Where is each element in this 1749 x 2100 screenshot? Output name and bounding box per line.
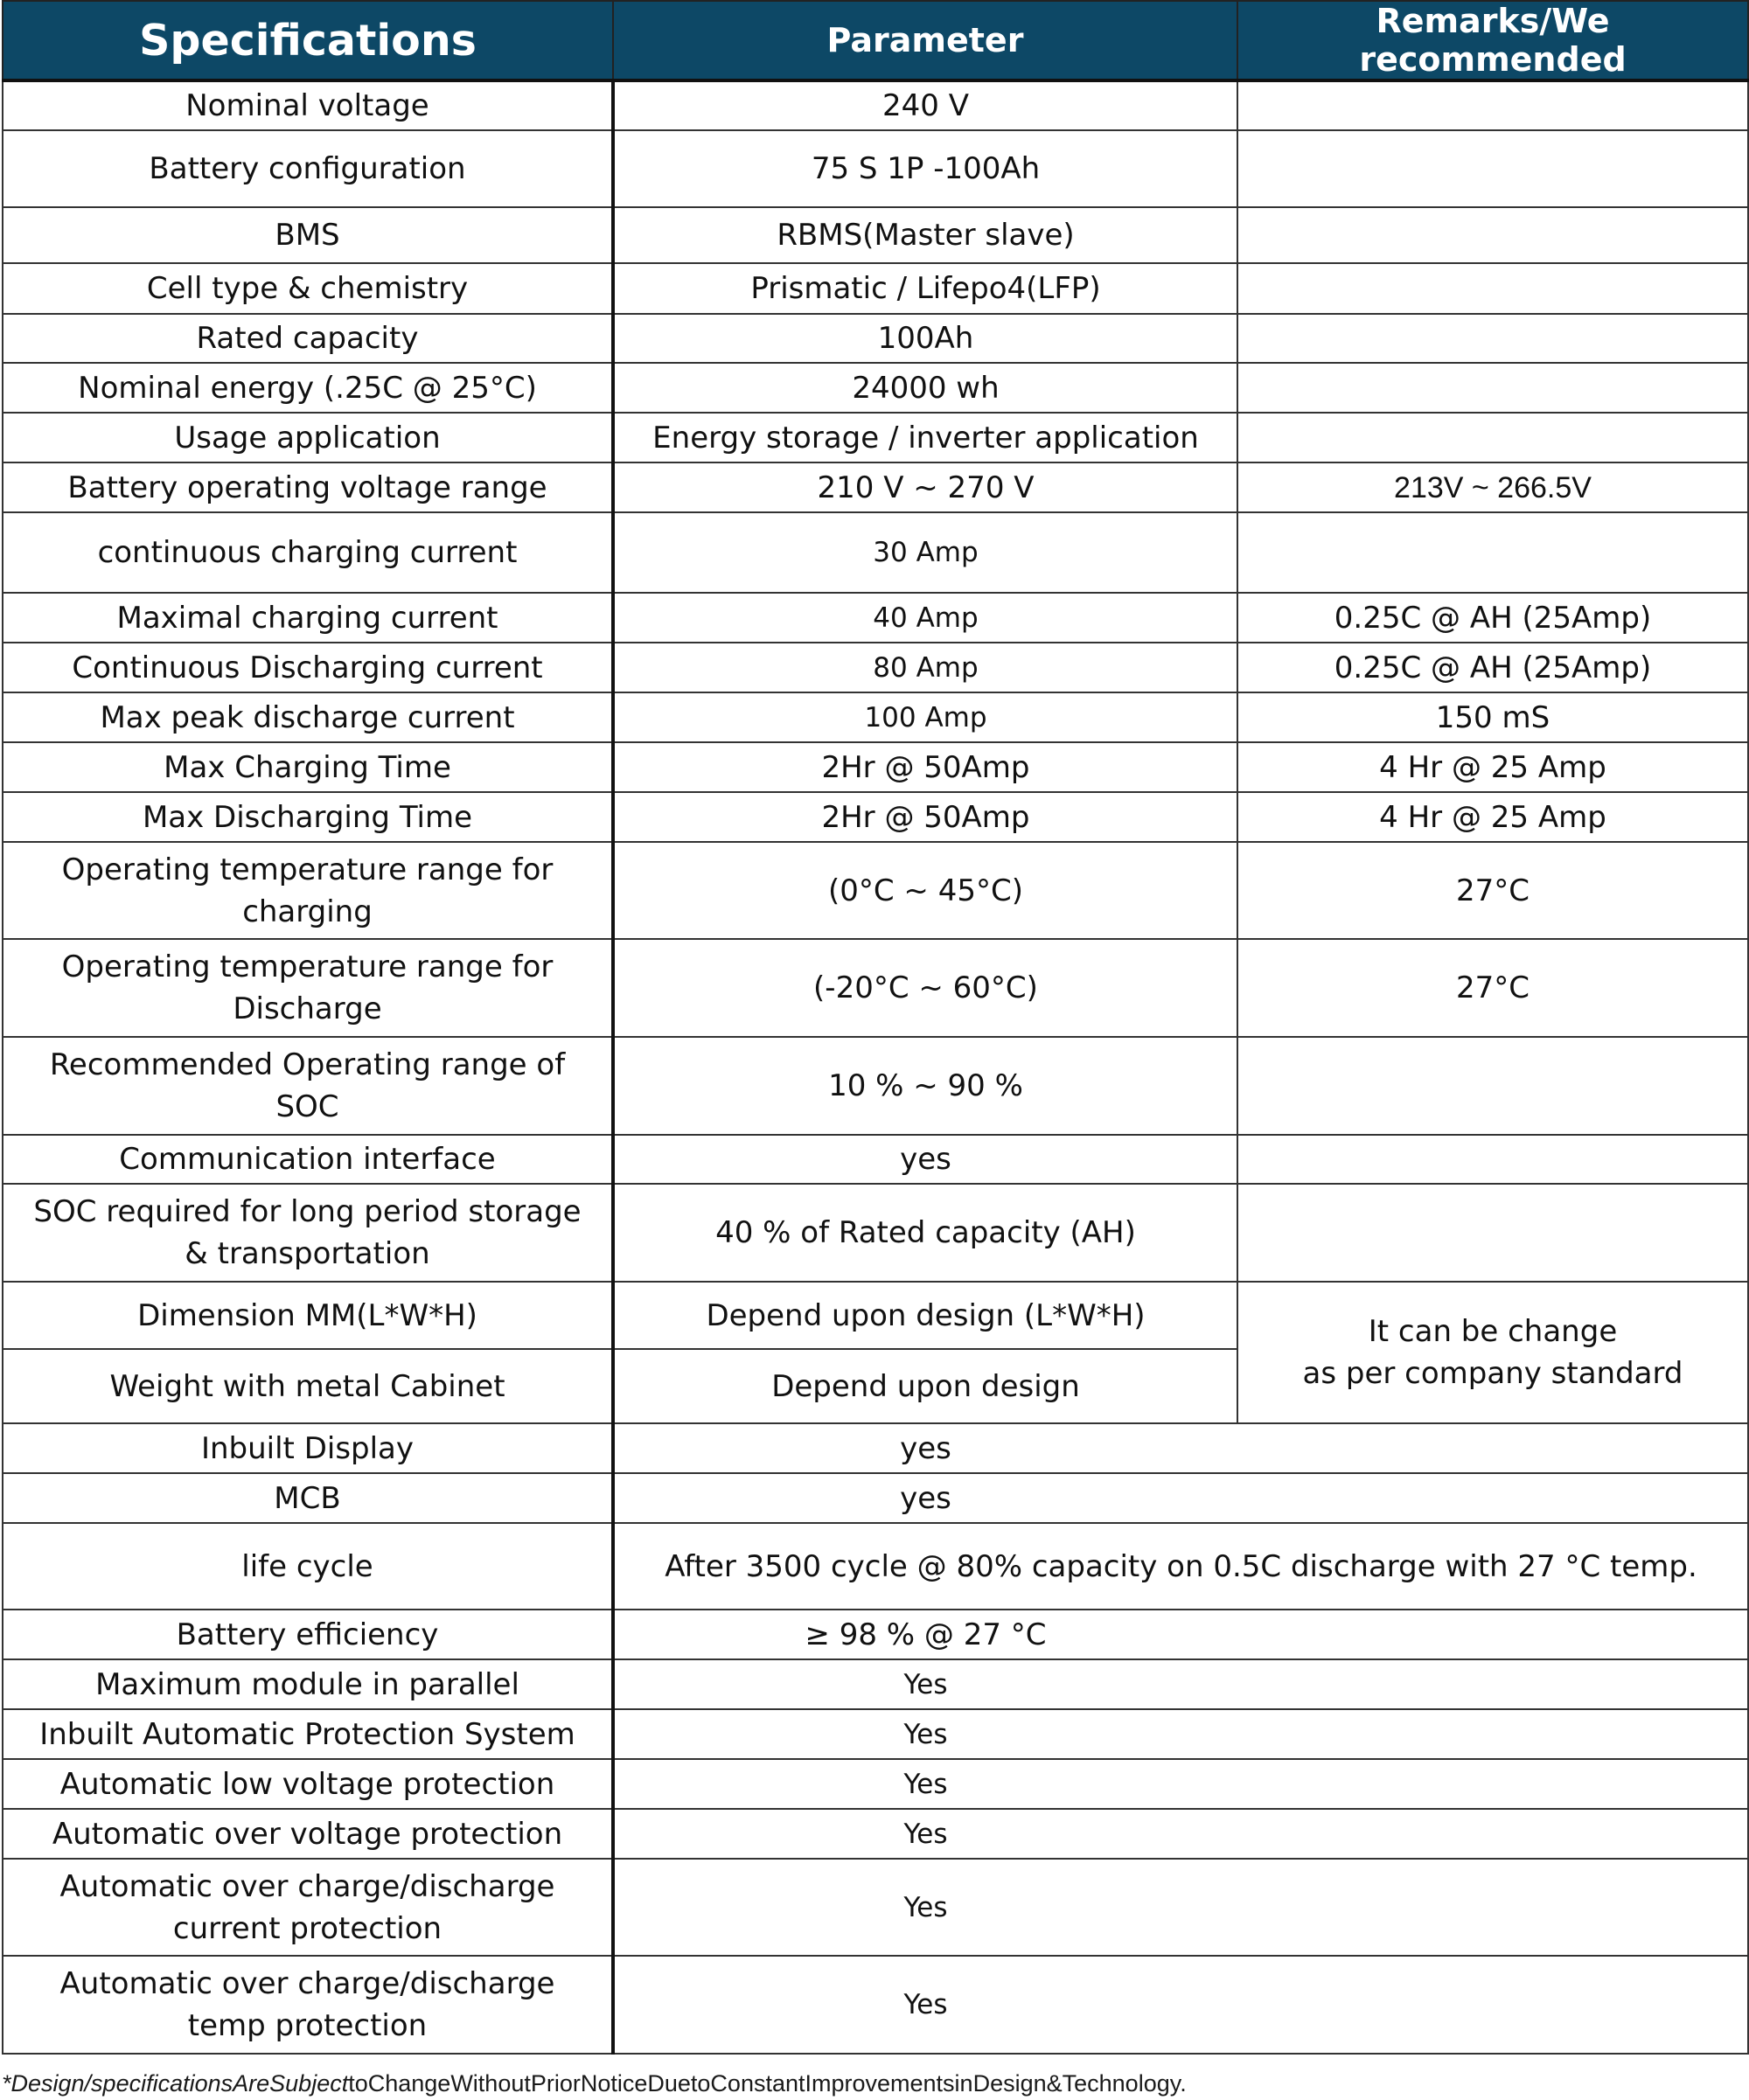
spec-line: SOC required for long period storage — [33, 1194, 582, 1229]
table-row — [3, 413, 1748, 462]
spec-cell — [3, 1037, 613, 1135]
table-row — [3, 462, 1748, 512]
table-row — [3, 692, 1748, 742]
table-row — [3, 742, 1748, 792]
remark-cell — [1237, 1282, 1748, 1423]
spec-cell: Rated capacity — [3, 314, 613, 363]
spec-line: Operating temperature range for — [61, 852, 554, 887]
param-cell: Yes — [613, 1709, 1748, 1759]
spec-cell: MCB — [3, 1473, 613, 1523]
param-cell: 30 Amp — [613, 512, 1237, 593]
spec-cell — [3, 939, 613, 1037]
spec-cell: Usage application — [3, 413, 613, 462]
spec-cell — [3, 842, 613, 939]
table-row — [3, 1659, 1748, 1709]
param-cell: (-20°C ~ 60°C) — [613, 939, 1237, 1037]
remark-cell — [1237, 207, 1748, 263]
remark-cell — [1237, 1135, 1748, 1184]
table-row — [3, 643, 1748, 692]
param-cell: After 3500 cycle @ 80% capacity on 0.5C discharge with 27 °C temp. — [613, 1523, 1748, 1610]
remark-cell: 4 Hr @ 25 Amp — [1237, 792, 1748, 842]
param-cell: Prismatic / Lifepo4(LFP) — [613, 263, 1237, 314]
param-cell: 100Ah — [613, 314, 1237, 363]
spec-cell: Nominal voltage — [3, 80, 613, 130]
remark-cell — [1237, 363, 1748, 413]
spec-cell: life cycle — [3, 1523, 613, 1610]
spec-cell — [3, 1184, 613, 1282]
spec-cell — [3, 1956, 613, 2054]
remark-cell — [1237, 413, 1748, 462]
spec-cell: Automatic over voltage protection — [3, 1809, 613, 1859]
table-row — [3, 1709, 1748, 1759]
param-cell: yes — [613, 1135, 1237, 1184]
table-row — [3, 1184, 1748, 1282]
spec-line: Discharge — [233, 991, 382, 1026]
spec-cell: Dimension MM(L*W*H) — [3, 1282, 613, 1349]
remark-cell: 27°C — [1237, 842, 1748, 939]
spec-cell: Battery efficiency — [3, 1610, 613, 1659]
table-row — [3, 1610, 1748, 1659]
param-cell: yes — [613, 1423, 1748, 1473]
remark-cell: 0.25C @ AH (25Amp) — [1237, 643, 1748, 692]
spec-line: current protection — [172, 1910, 442, 1946]
remark-cell — [1237, 80, 1748, 130]
spec-cell: Battery configuration — [3, 130, 613, 207]
remark-line: as per company standard — [1302, 1356, 1683, 1391]
spec-cell: Nominal energy (.25C @ 25°C) — [3, 363, 613, 413]
spec-cell: Maximum module in parallel — [3, 1659, 613, 1709]
remark-cell — [1237, 263, 1748, 314]
param-cell: 24000 wh — [613, 363, 1237, 413]
param-cell: RBMS(Master slave) — [613, 207, 1237, 263]
spec-cell: Inbuilt Automatic Protection System — [3, 1709, 613, 1759]
param-cell: Yes — [613, 1809, 1748, 1859]
param-cell: 100 Amp — [613, 692, 1237, 742]
table-row — [3, 593, 1748, 643]
param-cell: Energy storage / inverter application — [613, 413, 1237, 462]
remark-cell: 0.25C @ AH (25Amp) — [1237, 593, 1748, 643]
table-row — [3, 1759, 1748, 1809]
param-cell: ≥ 98 % @ 27 °C — [613, 1610, 1748, 1659]
footnote — [2, 2070, 1187, 2097]
table-row — [3, 1859, 1748, 1956]
spec-cell: Maximal charging current — [3, 593, 613, 643]
remark-cell — [1237, 130, 1748, 207]
spec-cell — [3, 1859, 613, 1956]
param-cell: (0°C ~ 45°C) — [613, 842, 1237, 939]
param-cell: 40 Amp — [613, 593, 1237, 643]
param-cell: Depend upon design (L*W*H) — [613, 1282, 1237, 1349]
spec-line: temp protection — [187, 2008, 428, 2043]
spec-cell: Battery operating voltage range — [3, 462, 613, 512]
spec-cell: Weight with metal Cabinet — [3, 1349, 613, 1423]
table-row — [3, 314, 1748, 363]
footnote-regular: toChangeWithoutPriorNoticeDuetoConstantImprovementsinDesign&Technology. — [348, 2070, 1187, 2097]
header-remarks: Remarks/We recommended — [1237, 1, 1748, 80]
spec-line: SOC — [275, 1089, 339, 1124]
table-row — [3, 1037, 1748, 1135]
table-row — [3, 792, 1748, 842]
param-cell: 75 S 1P -100Ah — [613, 130, 1237, 207]
spec-line: Automatic over charge/discharge — [59, 1966, 555, 2001]
remark-cell — [1237, 1184, 1748, 1282]
table-row — [3, 130, 1748, 207]
spec-line: & transportation — [185, 1236, 430, 1271]
table-row — [3, 263, 1748, 314]
param-cell: 2Hr @ 50Amp — [613, 742, 1237, 792]
spec-cell: Automatic low voltage protection — [3, 1759, 613, 1809]
table-row — [3, 512, 1748, 593]
spec-cell: BMS — [3, 207, 613, 263]
spec-line: Operating temperature range for — [61, 949, 554, 984]
spec-cell: Cell type & chemistry — [3, 263, 613, 314]
spec-line: Recommended Operating range of — [49, 1047, 566, 1082]
param-cell: Yes — [613, 1759, 1748, 1809]
param-cell: 2Hr @ 50Amp — [613, 792, 1237, 842]
param-cell: Yes — [613, 1659, 1748, 1709]
spec-cell: Continuous Discharging current — [3, 643, 613, 692]
param-cell: yes — [613, 1473, 1748, 1523]
spec-line: charging — [242, 894, 373, 929]
table-row — [3, 1523, 1748, 1610]
remark-cell: 150 mS — [1237, 692, 1748, 742]
spec-cell: Max Charging Time — [3, 742, 613, 792]
remark-cell: 4 Hr @ 25 Amp — [1237, 742, 1748, 792]
header-specifications: Specifications — [3, 1, 613, 80]
remark-cell — [1237, 512, 1748, 593]
spec-cell: Inbuilt Display — [3, 1423, 613, 1473]
table-row — [3, 1956, 1748, 2054]
table-row — [3, 363, 1748, 413]
remark-cell — [1237, 1037, 1748, 1135]
table-row — [3, 1423, 1748, 1473]
remark-cell — [1237, 314, 1748, 363]
spec-cell: Max peak discharge current — [3, 692, 613, 742]
remark-cell: 27°C — [1237, 939, 1748, 1037]
table-row — [3, 1282, 1748, 1349]
spec-line: Automatic over charge/discharge — [59, 1868, 555, 1904]
spec-cell: Communication interface — [3, 1135, 613, 1184]
table-row — [3, 1809, 1748, 1859]
param-cell: Yes — [613, 1859, 1748, 1956]
spec-cell: Max Discharging Time — [3, 792, 613, 842]
spec-cell: continuous charging current — [3, 512, 613, 593]
param-cell: 80 Amp — [613, 643, 1237, 692]
table-row — [3, 1135, 1748, 1184]
footnote-italic: *Design/specificationsAreSubject — [2, 2070, 349, 2097]
param-cell: Yes — [613, 1956, 1748, 2054]
header-row — [3, 1, 1748, 80]
table-row — [3, 80, 1748, 130]
param-cell: 240 V — [613, 80, 1237, 130]
table-row — [3, 207, 1748, 263]
header-parameter: Parameter — [613, 1, 1237, 80]
param-cell: 210 V ~ 270 V — [613, 462, 1237, 512]
param-cell: 40 % of Rated capacity (AH) — [613, 1184, 1237, 1282]
param-cell: 10 % ~ 90 % — [613, 1037, 1237, 1135]
param-cell: Depend upon design — [613, 1349, 1237, 1423]
table-row — [3, 939, 1748, 1037]
remark-line: It can be change — [1368, 1314, 1618, 1349]
specifications-table — [2, 0, 1749, 2055]
table-row — [3, 1473, 1748, 1523]
table-row — [3, 842, 1748, 939]
remark-cell: 213V ~ 266.5V — [1237, 462, 1748, 512]
